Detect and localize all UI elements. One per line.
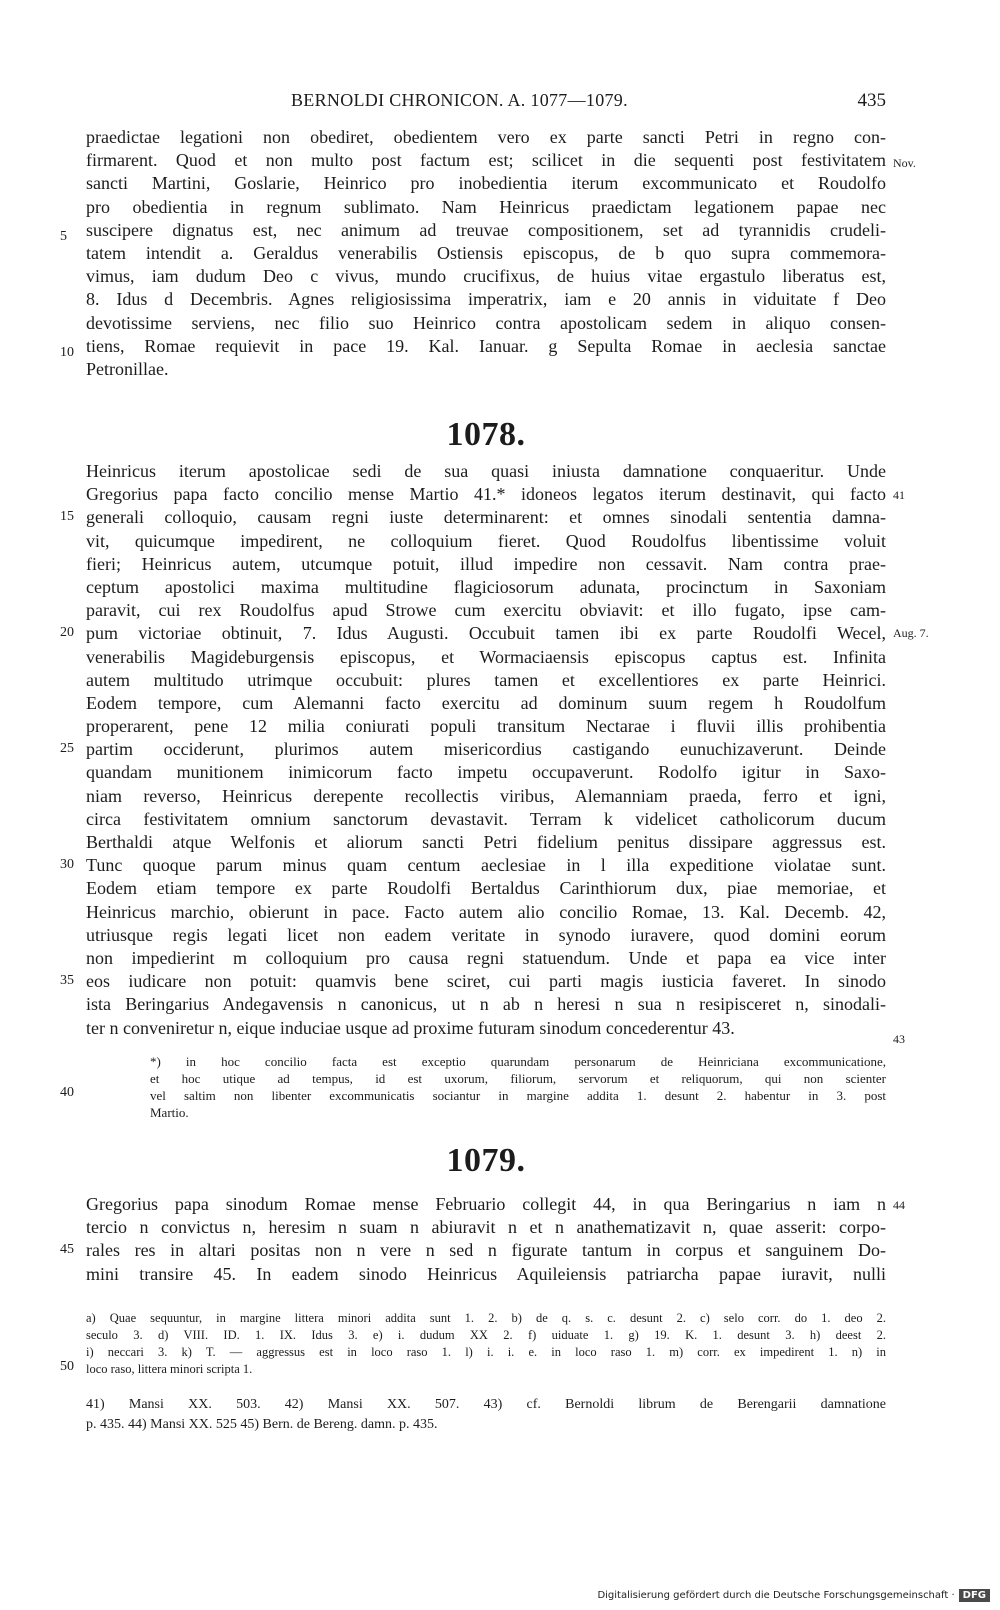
paragraph-1078	[86, 460, 886, 1040]
footnote-line: Martio.	[150, 1105, 189, 1120]
line-number: 5	[60, 229, 67, 244]
text-line: ceptum apostolici maxima multitudine flagiciosorum adunata, procinctum in Saxoniam	[86, 576, 886, 597]
text-line: Berthaldi atque Welfonis et aliorum sancti Petri fidelium penitus dissipare aggressus est.	[86, 832, 886, 852]
text-line: circa festivitatem omnium sanctorum devastavit. Terram k videlicet catholicorum ducum	[86, 808, 886, 829]
footnote-line: *) in hoc concilio facta est exceptio quarundam personarum de Heinriciana excommunicatione,	[150, 1054, 886, 1069]
text-line: 8. Idus d Decembris. Agnes religiosissima imperatrix, iam e 20 annis in viduitate f Deo	[86, 289, 886, 310]
year-heading-1079: 1079.	[446, 1142, 526, 1179]
note-line: a) Quae sequuntur, in margine littera minori addita sunt 1. 2. b) de q. s. c. desunt 2. c) selo corr. do 1. deo 2.	[86, 1311, 886, 1325]
year-heading-1078: 1078.	[446, 416, 526, 453]
text-line: venerabilis Magideburgensis episcopus, et Wormaciaensis episcopus captus est. Infinita	[86, 646, 886, 667]
text-line: pro obedientia in regnum sublimato. Nam Heinricus praedictam legationem papae nec	[86, 196, 886, 217]
text-line: sancti Martini, Goslarie, Heinrico pro inobedientia iterum excommunicato et Roudolfo	[86, 173, 886, 194]
line-number: 10	[60, 345, 74, 360]
text-line: tatem intendit a. Geraldus venerabilis Ostiensis episcopus, de b quo supra commemora-	[86, 242, 886, 263]
note-line: seculo 3. d) VIII. ID. 1. IX. Idus 3. e) i. dudum XX 2. f) uiduate 1. g) 19. K. 1. desunt 3. h) deest 2.	[86, 1328, 886, 1342]
text-line: devotissime serviens, nec filio suo Heinrico contra apostolicam sedem in aliquo consen-	[86, 312, 886, 333]
text-line: Eodem tempore, cum Alemanni facto exercitu ad dominum suum regem h Roudolfum	[86, 692, 886, 713]
text-line: vimus, iam dudum Deo c vivus, mundo crucifixus, de huius vitae ergastulo liberatus est,	[86, 266, 886, 287]
text-line: Petronillae.	[86, 358, 169, 379]
text-line: tercio n convictus n, heresim n suam n abiuravit n et n anathematizavit n, quae asserit: corpo-	[86, 1217, 886, 1238]
text-line: ista Beringarius Andegavensis n canonicus, ut n ab n heresi n sua n resipisceret n, sinodali-	[86, 994, 886, 1015]
text-line: niam reverso, Heinricus derepente recollectis viribus, Alemanniam praeda, ferro et igni,	[86, 785, 886, 806]
note-line: loco raso, littera minori scripta 1.	[86, 1362, 253, 1376]
margin-note: 43	[893, 1032, 905, 1046]
text-line: quandam munitionem inimicorum facto impetu occupaverunt. Rodolfo igitur in Saxo-	[86, 762, 886, 783]
text-line: Heinricus marchio, obierunt in pace. Facto autem alio concilio Romae, 13. Kal. Decemb. 42,	[86, 901, 886, 922]
margin-note: 41	[893, 488, 905, 502]
line-number: 20	[60, 625, 74, 640]
page-number: 435	[857, 90, 886, 111]
footnote-line: vel saltim non libenter excommunicatis sociantur in margine addita 1. desunt 2. habentur in 3. post	[150, 1088, 886, 1103]
credit-text: Digitalisierung gefördert durch die Deutsche Forschungsgemeinschaft ·	[597, 1590, 955, 1601]
line-number: 45	[60, 1242, 74, 1257]
text-line: generali colloquio, causam regni iuste determinarent: et omnes sinodali sententia damna-	[86, 507, 886, 528]
text-line: Gregorius papa facto concilio mense Martio 41.* idoneos legatos iterum destinavit, qui facto	[86, 484, 886, 505]
reference-line: 41) Mansi XX. 503. 42) Mansi XX. 507. 43) cf. Bernoldi librum de Berengarii damnatione	[86, 1397, 886, 1412]
digitization-credit	[597, 1589, 990, 1602]
margin-note: Nov.	[893, 156, 916, 170]
text-line: utriusque regis legati licet non eadem veritate in synodo iuravere, quod domini eorum	[86, 924, 886, 945]
reference-notes	[86, 1395, 886, 1435]
paragraph-1077	[86, 126, 886, 381]
text-line: firmarent. Quod et non multo post factum est; scilicet in die sequenti post festivitatem	[86, 150, 886, 171]
margin-note: Aug. 7.	[893, 626, 929, 640]
line-number: 50	[60, 1359, 74, 1374]
line-number: 25	[60, 741, 74, 756]
text-line: rales res in altari positas non n vere n sed n figurate tantum in corpus et sanguinem Do-	[86, 1240, 886, 1261]
text-line: vit, quicumque impedirent, ne colloquium fieret. Quod Roudolfus libentissime voluit	[86, 530, 886, 551]
text-line: pum victoriae obtinuit, 7. Idus Augusti. Occubuit tamen ibi ex parte Roudolfi Wecel,	[86, 623, 886, 644]
paragraph-1079	[86, 1193, 886, 1286]
reference-line: p. 435. 44) Mansi XX. 525 45) Bern. de Bereng. damn. p. 435.	[86, 1417, 438, 1432]
margin-note: 44	[893, 1198, 905, 1212]
line-number: 15	[60, 509, 74, 524]
dfg-logo: DFG	[959, 1589, 990, 1602]
line-number: 35	[60, 973, 74, 988]
text-line: partim occiderunt, plurimos autem misericordius castigando eunuchizaverunt. Deinde	[86, 739, 886, 760]
text-line: paravit, cui rex Roudolfus apud Strowe cum exercitu obviavit: et illo fugato, ipse cam-	[86, 600, 886, 621]
text-line: praedictae legationi non obediret, obedientem vero ex parte sancti Petri in regno con-	[86, 127, 886, 147]
text-line: properarent, pene 12 milia coniurati populi transitum Nectarae i fluvii illis prohibentia	[86, 716, 886, 737]
note-line: i) neccari 3. k) T. — aggressus est in loco raso 1. l) i. i. e. in loco raso 1. m) corr. ex impedirent 1. n) in	[86, 1345, 886, 1359]
variant-notes	[86, 1310, 886, 1378]
line-number: 40	[60, 1085, 74, 1100]
text-line: Heinricus iterum apostolicae sedi de sua quasi iniusta damnatione conquaeritur. Unde	[86, 461, 886, 481]
footnote-star	[150, 1053, 886, 1121]
line-number: 30	[60, 857, 74, 872]
text-line: eos iudicare non potuit: quamvis bene sciret, cui parti magis iusticia faveret. In sinodo	[86, 971, 886, 992]
text-line: Eodem etiam tempore ex parte Roudolfi Bertaldus Carinthiorum dux, piae memoriae, et	[86, 878, 886, 899]
text-line: mini transire 45. In eadem sinodo Heinricus Aquileiensis patriarcha papae iuravit, nulli	[86, 1263, 886, 1284]
text-line: tiens, Romae requievit in pace 19. Kal. Ianuar. g Sepulta Romae in aeclesia sanctae	[86, 335, 886, 356]
running-head: BERNOLDI CHRONICON. A. 1077—1079.	[291, 90, 628, 110]
text-line: suscipere dignatus est, nec animum ad treuvae compositionem, set ad tyrannidis crudeli-	[86, 219, 886, 240]
text-line: fieri; Heinricus autem, utcumque potuit, illud impedire non cessavit. Nam contra prae-	[86, 553, 886, 574]
text-line: autem multitudo utrimque occubuit: plures tamen et excellentiores ex parte Heinrici.	[86, 669, 886, 690]
text-line: Gregorius papa sinodum Romae mense Februario collegit 44, in qua Beringarius n iam n	[86, 1194, 886, 1214]
text-line: non impedierint m colloquium pro causa regni statuendum. Unde et papa ea vice inter	[86, 947, 886, 968]
footnote-line: et hoc utique ad tempus, id est uxorum, filiorum, servorum et reliquorum, qui non scienter	[150, 1071, 886, 1086]
text-line: Tunc quoque parum minus quam centum aeclesiae in l illa expeditione violatae sunt.	[86, 855, 886, 876]
text-line: ter n conveniretur n, eique induciae usque ad proxime futuram sinodum concederentur 43.	[86, 1017, 735, 1038]
page-header	[86, 90, 886, 120]
